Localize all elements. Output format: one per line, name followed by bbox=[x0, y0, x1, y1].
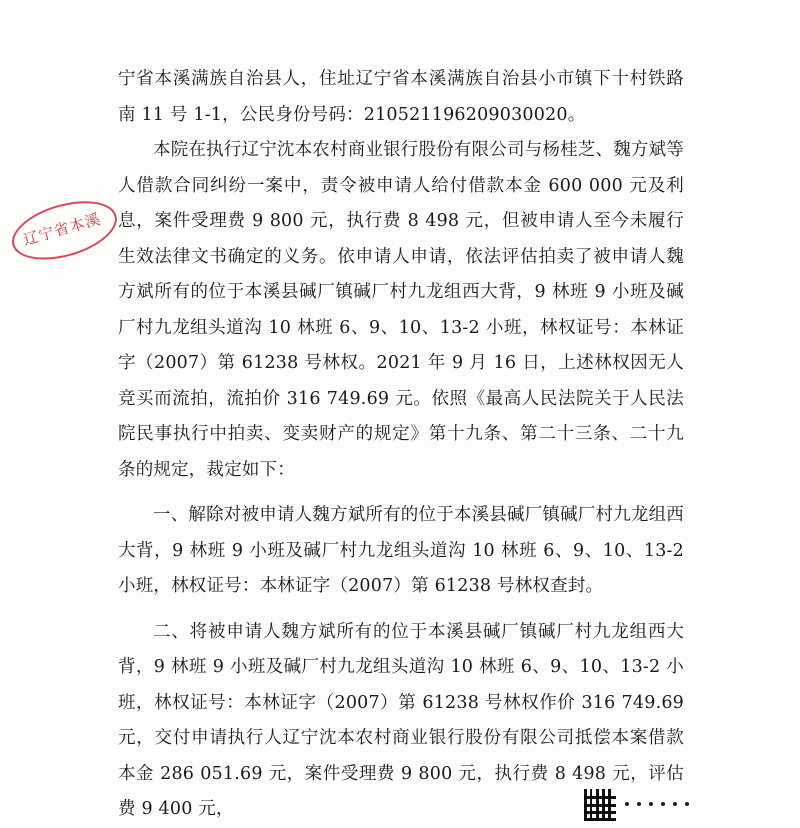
seal-text: 辽宁省本溪 bbox=[21, 209, 104, 250]
paragraph-identity: 宁省本溪满族自治县人，住址辽宁省本溪满族自治县小市镇下十村铁路南 11 号 1-1，公民身份号码：210521196209030020。 bbox=[118, 69, 684, 125]
page-footer bbox=[583, 788, 689, 822]
footer-dot bbox=[673, 802, 677, 806]
seal-ring bbox=[5, 190, 123, 270]
footer-dot bbox=[625, 802, 629, 806]
footer-dots bbox=[625, 802, 689, 808]
footer-dot bbox=[637, 802, 641, 806]
paragraph-case-facts: 本院在执行辽宁沈本农村商业银行股份有限公司与杨桂芝、魏方斌等人借款合同纠纷一案中，责令被申请人给付借款本金 600 000 元及利息，案件受理费 9 800 元，执行费 8 498 元，但被申请人至今未履行生效法律文书确定的义务。依申请人申请，依法评估拍卖了被申请人魏方斌所有的位于本溪县碱厂镇碱厂村九龙组西大背，9 林班 9 小班及碱厂村九龙组头道沟 10 林班 6、9、10、13-2 小班，林权证号：本林证字（2007）第 61238 号林权。2021 年 9 月 16 日，上述林权因无人竞买而流拍，流拍价 316 749.69 元。依照《最高人民法院关于人民法院民事执行中拍卖、变卖财产的规定》第十九条、第二十三条、二十九条的规定，裁定如下： bbox=[118, 140, 684, 480]
footer-dot bbox=[685, 802, 689, 806]
footer-dot bbox=[649, 802, 653, 806]
paragraph-ruling-two: 二、将被申请人魏方斌所有的位于本溪县碱厂镇碱厂村九龙组西大背，9 林班 9 小班及碱厂村九龙组头道沟 10 林班 6、9、10、13-2 小班，林权证号：本林证字（2007）第 61238 号林权作价 316 749.69 元，交付申请执行人辽宁沈本农村商业银行股份有限公司抵偿本案借款本金 286 051.69 元，案件受理费 9 800 元，执行费 8 498 元，评估费 9 400 元， bbox=[118, 621, 684, 819]
footer-dot bbox=[661, 802, 665, 806]
paragraph-ruling-one: 一、解除对被申请人魏方斌所有的位于本溪县碱厂镇碱厂村九龙组西大背，9 林班 9 小班及碱厂村九龙组头道沟 10 林班 6、9、10、13-2 小班，林权证号：本林证字（2007）第 61238 号林权查封。 bbox=[118, 505, 684, 596]
qr-code-icon bbox=[583, 788, 617, 822]
document-text-body bbox=[118, 62, 684, 828]
official-seal-stamp bbox=[5, 192, 118, 267]
